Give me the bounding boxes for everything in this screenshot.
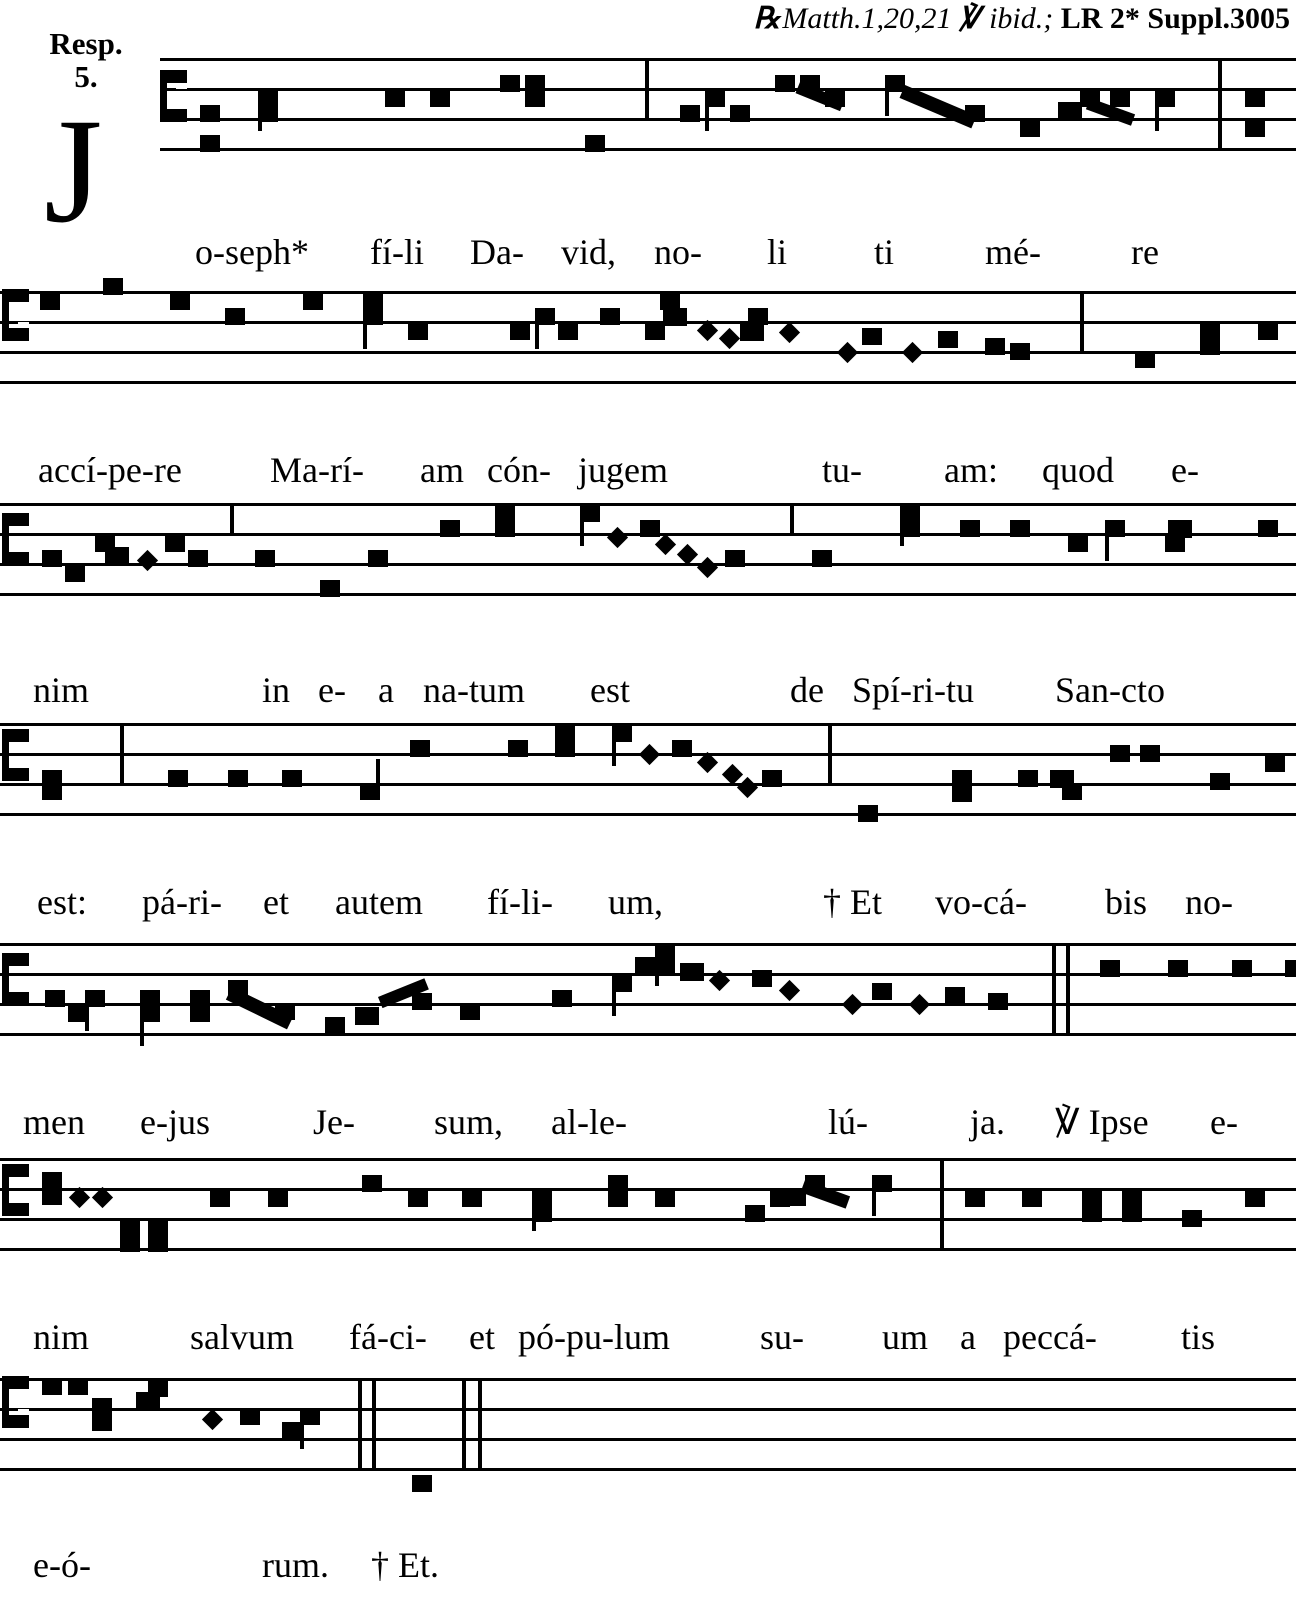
- lyric-syllable: Spí-ri-tu: [852, 670, 974, 710]
- lyric-syllable: pá-ri-: [142, 882, 222, 922]
- lyric-syllable: accí-pe-re: [38, 450, 182, 490]
- lyric-syllable: fí-li: [370, 232, 424, 272]
- verse-sign: ℣: [959, 2, 980, 35]
- lyric-syllable: sum,: [434, 1102, 504, 1142]
- staff-2: [0, 283, 1296, 383]
- c-clef-icon: [2, 1164, 32, 1216]
- lyric-syllable: men: [23, 1102, 85, 1142]
- lyric-syllable: bis: [1105, 882, 1148, 922]
- lyric-syllable: o-seph*: [195, 232, 309, 272]
- lyric-syllable: a: [378, 670, 394, 710]
- lyrics-line-3: [0, 663, 1296, 711]
- staff-7: [0, 1370, 1296, 1470]
- lyric-syllable: pó-pu-lum: [518, 1317, 670, 1357]
- staff-4: [0, 715, 1296, 815]
- lyric-syllable: su-: [760, 1317, 804, 1357]
- lyrics-line-1: [0, 225, 1296, 273]
- lyric-syllable: um,: [608, 882, 664, 922]
- c-clef-icon: [2, 289, 32, 341]
- lyric-syllable: ti: [874, 232, 895, 272]
- book-ref: LR 2* Suppl.3005: [1060, 2, 1290, 35]
- source-ref: Matth.1,20,21: [782, 2, 952, 35]
- lyric-syllable: no-: [1185, 882, 1233, 922]
- staff-1: [0, 50, 1296, 150]
- lyric-syllable: na-tum: [423, 670, 525, 710]
- lyric-syllable: rum.: [262, 1545, 329, 1585]
- lyric-syllable: salvum: [190, 1317, 294, 1357]
- lyrics-line-2: [0, 443, 1296, 491]
- mode-number: 5.: [74, 58, 98, 94]
- lyric-syllable: um: [882, 1317, 929, 1357]
- lyric-syllable: e-: [1171, 450, 1199, 490]
- staff-6: [0, 1150, 1296, 1250]
- lyric-syllable: autem: [335, 882, 423, 922]
- source-reference-header: [0, 2, 1296, 36]
- lyric-syllable: fí-li-: [487, 882, 553, 922]
- c-clef-icon: [2, 1376, 32, 1428]
- lyric-syllable: vid,: [561, 232, 617, 272]
- lyric-syllable: et: [469, 1317, 495, 1357]
- lyric-syllable: no-: [654, 232, 702, 272]
- lyric-syllable: tu-: [822, 450, 862, 490]
- c-clef-icon: [2, 513, 32, 565]
- lyric-syllable: peccá-: [1003, 1317, 1097, 1357]
- lyric-syllable: tis: [1181, 1317, 1216, 1357]
- lyric-syllable: San-cto: [1055, 670, 1165, 710]
- lyric-syllable: e-jus: [140, 1102, 210, 1142]
- lyric-syllable: ℣ Ipse: [1055, 1102, 1149, 1142]
- lyric-syllable: e-: [1210, 1102, 1238, 1142]
- c-clef-icon: [2, 953, 32, 1005]
- lyric-syllable: a: [960, 1317, 976, 1357]
- lyric-syllable: cón-: [487, 450, 551, 490]
- lyric-syllable: Je-: [313, 1102, 355, 1142]
- lyric-syllable: ja.: [970, 1102, 1005, 1142]
- lyric-syllable: † Et.: [371, 1545, 439, 1585]
- lyric-syllable: nim: [33, 670, 90, 710]
- responsory-sign: ℞: [753, 2, 781, 35]
- lyric-syllable: Da-: [470, 232, 524, 272]
- lyric-syllable: e-ó-: [33, 1545, 91, 1585]
- lyric-syllable: in: [262, 670, 291, 710]
- mode-label: Resp.: [49, 26, 123, 61]
- lyric-syllable: e-: [318, 670, 346, 710]
- lyric-syllable: vo-cá-: [935, 882, 1027, 922]
- lyric-syllable: am: [420, 450, 464, 490]
- c-clef-icon: [160, 70, 190, 122]
- lyric-syllable: et: [263, 882, 289, 922]
- lyric-syllable: est: [590, 670, 630, 710]
- lyric-syllable: de: [790, 670, 824, 710]
- lyric-syllable: al-le-: [551, 1102, 627, 1142]
- lyric-syllable: am:: [944, 450, 998, 490]
- staff-5: [0, 935, 1296, 1035]
- lyric-syllable: li: [767, 232, 788, 272]
- lyric-syllable: lú-: [828, 1102, 868, 1142]
- lyric-syllable: mé-: [985, 232, 1041, 272]
- lyric-syllable: fá-ci-: [349, 1317, 427, 1357]
- lyric-syllable: Ma-rí-: [270, 450, 364, 490]
- c-clef-icon: [2, 729, 32, 781]
- staff-3: [0, 495, 1296, 595]
- lyrics-line-5: [0, 1095, 1296, 1143]
- lyric-syllable: quod: [1042, 450, 1114, 490]
- verse-ref: ibid.;: [989, 2, 1054, 35]
- lyrics-line-4: [0, 875, 1296, 923]
- lyrics-line-6: [0, 1310, 1296, 1358]
- lyric-syllable: nim: [33, 1317, 90, 1357]
- lyric-syllable: re: [1131, 232, 1159, 272]
- lyric-syllable: est:: [37, 882, 87, 922]
- lyric-syllable: † Et: [823, 882, 882, 922]
- drop-cap-initial: J: [44, 88, 103, 254]
- lyrics-line-7: [0, 1538, 1296, 1586]
- lyric-syllable: jugem: [578, 450, 668, 490]
